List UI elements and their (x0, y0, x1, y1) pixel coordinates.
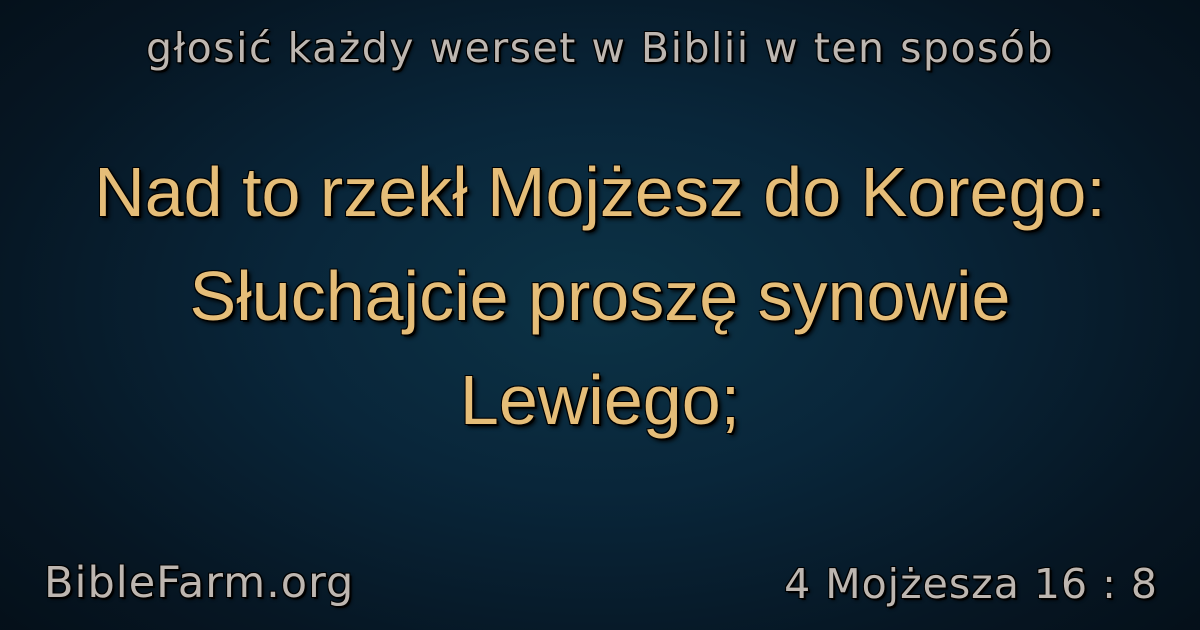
tagline: głosić każdy werset w Biblii w ten sposób (145, 24, 1055, 72)
site-name: BibleFarm.org (44, 558, 355, 608)
verse-line: Słuchajcie proszę synowie (189, 257, 1011, 335)
verse-text (40, 140, 1160, 452)
verse-reference: 4 Mojżesza 16 : 8 (784, 560, 1158, 608)
verse-line: Nad to rzekł Mojżesz do Korego: (94, 153, 1106, 231)
verse-line: Lewiego; (459, 361, 741, 439)
